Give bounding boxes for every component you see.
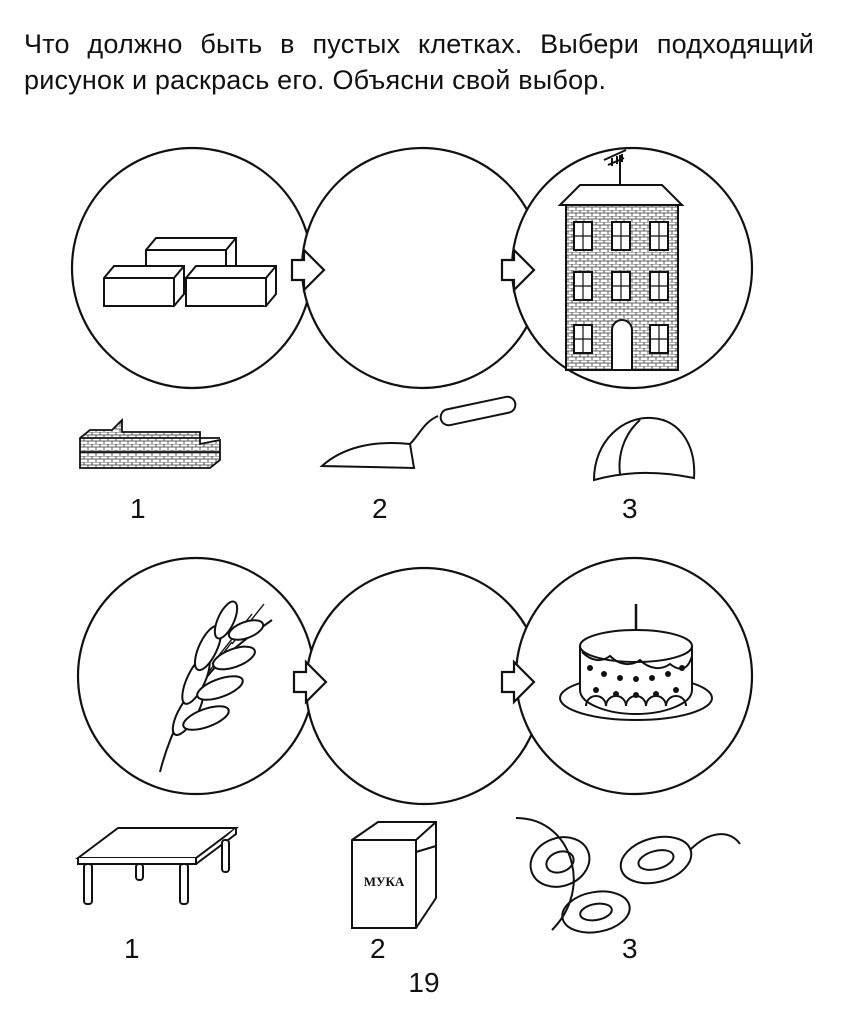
task1-option-1-number: 1 bbox=[130, 493, 146, 524]
trowel-icon bbox=[322, 395, 517, 468]
flour-bag-label: МУКА bbox=[363, 874, 405, 889]
task2-option-1[interactable] bbox=[78, 828, 236, 964]
task1-option-1[interactable] bbox=[80, 420, 220, 524]
page-number: 19 bbox=[408, 967, 440, 998]
table-icon bbox=[78, 828, 236, 904]
bagels-icon bbox=[516, 818, 740, 938]
task2-option-2[interactable] bbox=[352, 822, 436, 964]
task2-option-3-number: 3 bbox=[622, 933, 638, 964]
instruction-text: Что должно быть в пустых клетках. Выбери подходящий рисунок и раскрась его. Объясни свой выбор. bbox=[24, 29, 814, 95]
task1-option-3[interactable] bbox=[594, 418, 694, 524]
task2-option-1-number: 1 bbox=[124, 933, 140, 964]
task1-option-2[interactable] bbox=[322, 395, 517, 524]
brick-wall-icon bbox=[80, 420, 220, 468]
hard-hat-icon bbox=[594, 418, 694, 480]
task1-option-2-number: 2 bbox=[372, 493, 388, 524]
task2-option-2-number: 2 bbox=[370, 933, 386, 964]
task1-option-3-number: 3 bbox=[622, 493, 638, 524]
task2-option-3[interactable] bbox=[516, 818, 740, 964]
